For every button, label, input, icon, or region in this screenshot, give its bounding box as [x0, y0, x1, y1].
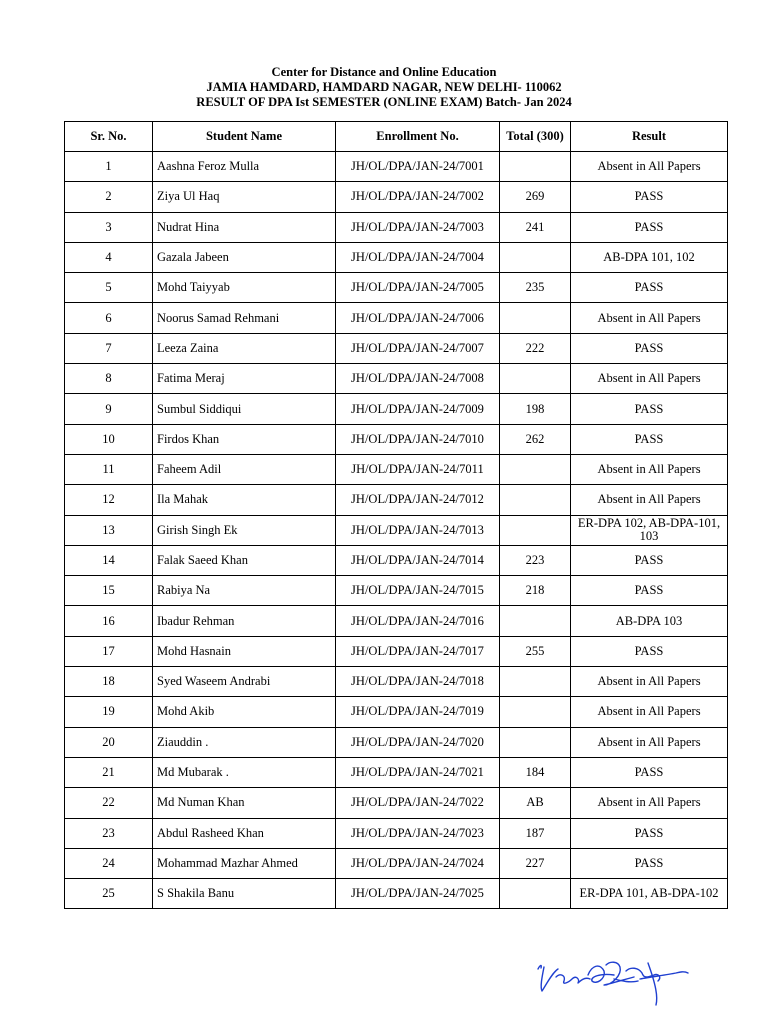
cell-student-name: Nudrat Hina — [153, 212, 336, 242]
cell-student-name: Girish Singh Ek — [153, 515, 336, 545]
cell-result: PASS — [571, 333, 728, 363]
cell-student-name: Md Numan Khan — [153, 788, 336, 818]
cell-sr-no: 17 — [65, 636, 153, 666]
cell-result: ER-DPA 102, AB-DPA-101, 103 — [571, 515, 728, 545]
cell-result: Absent in All Papers — [571, 667, 728, 697]
cell-enrollment-no: JH/OL/DPA/JAN-24/7001 — [336, 152, 500, 182]
table-row — [65, 364, 728, 394]
table-row — [65, 212, 728, 242]
table-row — [65, 697, 728, 727]
cell-sr-no: 25 — [65, 879, 153, 909]
cell-sr-no: 23 — [65, 818, 153, 848]
cell-total — [500, 515, 571, 545]
cell-result: ER-DPA 101, AB-DPA-102 — [571, 879, 728, 909]
table-row — [65, 727, 728, 757]
cell-sr-no: 3 — [65, 212, 153, 242]
cell-student-name: Firdos Khan — [153, 424, 336, 454]
table-row — [65, 818, 728, 848]
cell-enrollment-no: JH/OL/DPA/JAN-24/7012 — [336, 485, 500, 515]
cell-student-name: Noorus Samad Rehmani — [153, 303, 336, 333]
table-row — [65, 182, 728, 212]
cell-sr-no: 6 — [65, 303, 153, 333]
cell-sr-no: 24 — [65, 848, 153, 878]
cell-enrollment-no: JH/OL/DPA/JAN-24/7017 — [336, 636, 500, 666]
cell-result: AB-DPA 101, 102 — [571, 242, 728, 272]
cell-enrollment-no: JH/OL/DPA/JAN-24/7007 — [336, 333, 500, 363]
cell-total — [500, 485, 571, 515]
cell-student-name: S Shakila Banu — [153, 879, 336, 909]
cell-student-name: Abdul Rasheed Khan — [153, 818, 336, 848]
cell-sr-no: 22 — [65, 788, 153, 818]
cell-student-name: Rabiya Na — [153, 576, 336, 606]
signature — [530, 955, 690, 1010]
cell-total — [500, 879, 571, 909]
cell-result: Absent in All Papers — [571, 788, 728, 818]
cell-total: 198 — [500, 394, 571, 424]
cell-total — [500, 303, 571, 333]
table-row — [65, 424, 728, 454]
cell-enrollment-no: JH/OL/DPA/JAN-24/7024 — [336, 848, 500, 878]
table-row — [65, 848, 728, 878]
cell-result: AB-DPA 103 — [571, 606, 728, 636]
cell-result: PASS — [571, 273, 728, 303]
cell-enrollment-no: JH/OL/DPA/JAN-24/7016 — [336, 606, 500, 636]
cell-student-name: Ila Mahak — [153, 485, 336, 515]
cell-student-name: Ziauddin . — [153, 727, 336, 757]
cell-enrollment-no: JH/OL/DPA/JAN-24/7006 — [336, 303, 500, 333]
cell-student-name: Mohammad Mazhar Ahmed — [153, 848, 336, 878]
table-row — [65, 152, 728, 182]
cell-total: 255 — [500, 636, 571, 666]
cell-result: Absent in All Papers — [571, 454, 728, 484]
cell-enrollment-no: JH/OL/DPA/JAN-24/7003 — [336, 212, 500, 242]
table-row — [65, 606, 728, 636]
col-header-total: Total (300) — [500, 122, 571, 152]
cell-sr-no: 20 — [65, 727, 153, 757]
cell-student-name: Aashna Feroz Mulla — [153, 152, 336, 182]
table-header-row — [65, 122, 728, 152]
cell-result: PASS — [571, 212, 728, 242]
cell-sr-no: 10 — [65, 424, 153, 454]
cell-student-name: Leeza Zaina — [153, 333, 336, 363]
cell-total — [500, 727, 571, 757]
cell-sr-no: 18 — [65, 667, 153, 697]
cell-sr-no: 13 — [65, 515, 153, 545]
cell-student-name: Sumbul Siddiqui — [153, 394, 336, 424]
cell-student-name: Mohd Akib — [153, 697, 336, 727]
cell-result: PASS — [571, 848, 728, 878]
header-address: JAMIA HAMDARD, HAMDARD NAGAR, NEW DELHI- 110062 — [206, 80, 562, 94]
cell-sr-no: 21 — [65, 757, 153, 787]
table-row — [65, 757, 728, 787]
cell-total: 241 — [500, 212, 571, 242]
cell-result: Absent in All Papers — [571, 727, 728, 757]
cell-total — [500, 242, 571, 272]
cell-enrollment-no: JH/OL/DPA/JAN-24/7009 — [336, 394, 500, 424]
cell-result: PASS — [571, 545, 728, 575]
cell-sr-no: 11 — [65, 454, 153, 484]
cell-total: 262 — [500, 424, 571, 454]
table-row — [65, 242, 728, 272]
table-row — [65, 333, 728, 363]
cell-total — [500, 667, 571, 697]
cell-total: 223 — [500, 545, 571, 575]
cell-sr-no: 2 — [65, 182, 153, 212]
table-row — [65, 454, 728, 484]
cell-total: 269 — [500, 182, 571, 212]
cell-student-name: Ziya Ul Haq — [153, 182, 336, 212]
cell-student-name: Syed Waseem Andrabi — [153, 667, 336, 697]
cell-result: PASS — [571, 757, 728, 787]
table-row — [65, 788, 728, 818]
cell-total — [500, 152, 571, 182]
col-header-result: Result — [571, 122, 728, 152]
cell-student-name: Faheem Adil — [153, 454, 336, 484]
cell-total: 235 — [500, 273, 571, 303]
cell-enrollment-no: JH/OL/DPA/JAN-24/7013 — [336, 515, 500, 545]
cell-student-name: Falak Saeed Khan — [153, 545, 336, 575]
table-row — [65, 394, 728, 424]
table-row — [65, 303, 728, 333]
table-row — [65, 636, 728, 666]
table-body — [65, 152, 728, 909]
cell-enrollment-no: JH/OL/DPA/JAN-24/7005 — [336, 273, 500, 303]
cell-total — [500, 697, 571, 727]
cell-enrollment-no: JH/OL/DPA/JAN-24/7011 — [336, 454, 500, 484]
cell-enrollment-no: JH/OL/DPA/JAN-24/7018 — [336, 667, 500, 697]
cell-enrollment-no: JH/OL/DPA/JAN-24/7015 — [336, 576, 500, 606]
cell-result: PASS — [571, 424, 728, 454]
cell-student-name: Gazala Jabeen — [153, 242, 336, 272]
cell-enrollment-no: JH/OL/DPA/JAN-24/7020 — [336, 727, 500, 757]
cell-enrollment-no: JH/OL/DPA/JAN-24/7008 — [336, 364, 500, 394]
cell-result: Absent in All Papers — [571, 303, 728, 333]
table-row — [65, 879, 728, 909]
cell-result: PASS — [571, 182, 728, 212]
cell-student-name: Mohd Hasnain — [153, 636, 336, 666]
cell-sr-no: 19 — [65, 697, 153, 727]
result-table — [64, 121, 728, 909]
cell-sr-no: 4 — [65, 242, 153, 272]
cell-total — [500, 606, 571, 636]
cell-result: Absent in All Papers — [571, 152, 728, 182]
cell-sr-no: 9 — [65, 394, 153, 424]
cell-sr-no: 15 — [65, 576, 153, 606]
cell-student-name: Fatima Meraj — [153, 364, 336, 394]
cell-enrollment-no: JH/OL/DPA/JAN-24/7022 — [336, 788, 500, 818]
cell-result: Absent in All Papers — [571, 485, 728, 515]
cell-enrollment-no: JH/OL/DPA/JAN-24/7002 — [336, 182, 500, 212]
cell-student-name: Ibadur Rehman — [153, 606, 336, 636]
table-row — [65, 515, 728, 545]
cell-enrollment-no: JH/OL/DPA/JAN-24/7025 — [336, 879, 500, 909]
cell-result: PASS — [571, 576, 728, 606]
cell-enrollment-no: JH/OL/DPA/JAN-24/7021 — [336, 757, 500, 787]
table-row — [65, 576, 728, 606]
cell-student-name: Md Mubarak . — [153, 757, 336, 787]
cell-total — [500, 454, 571, 484]
cell-total — [500, 364, 571, 394]
cell-total: AB — [500, 788, 571, 818]
table-row — [65, 485, 728, 515]
cell-sr-no: 1 — [65, 152, 153, 182]
cell-sr-no: 8 — [65, 364, 153, 394]
cell-result: PASS — [571, 636, 728, 666]
document-header — [0, 65, 768, 110]
cell-enrollment-no: JH/OL/DPA/JAN-24/7019 — [336, 697, 500, 727]
cell-total: 222 — [500, 333, 571, 363]
cell-sr-no: 14 — [65, 545, 153, 575]
cell-student-name: Mohd Taiyyab — [153, 273, 336, 303]
cell-enrollment-no: JH/OL/DPA/JAN-24/7004 — [336, 242, 500, 272]
cell-result: PASS — [571, 818, 728, 848]
cell-enrollment-no: JH/OL/DPA/JAN-24/7023 — [336, 818, 500, 848]
table-row — [65, 545, 728, 575]
cell-total: 227 — [500, 848, 571, 878]
header-result-title: RESULT OF DPA Ist SEMESTER (ONLINE EXAM) Batch- Jan 2024 — [196, 95, 572, 109]
cell-result: Absent in All Papers — [571, 697, 728, 727]
table-row — [65, 273, 728, 303]
table-row — [65, 667, 728, 697]
cell-result: Absent in All Papers — [571, 364, 728, 394]
header-institution: Center for Distance and Online Education — [271, 65, 497, 79]
cell-sr-no: 12 — [65, 485, 153, 515]
cell-total: 187 — [500, 818, 571, 848]
cell-sr-no: 7 — [65, 333, 153, 363]
col-header-enrollment-no: Enrollment No. — [336, 122, 500, 152]
cell-enrollment-no: JH/OL/DPA/JAN-24/7014 — [336, 545, 500, 575]
col-header-sr-no: Sr. No. — [65, 122, 153, 152]
col-header-student-name: Student Name — [153, 122, 336, 152]
cell-sr-no: 16 — [65, 606, 153, 636]
cell-total: 184 — [500, 757, 571, 787]
cell-enrollment-no: JH/OL/DPA/JAN-24/7010 — [336, 424, 500, 454]
cell-total: 218 — [500, 576, 571, 606]
cell-sr-no: 5 — [65, 273, 153, 303]
cell-result: PASS — [571, 394, 728, 424]
